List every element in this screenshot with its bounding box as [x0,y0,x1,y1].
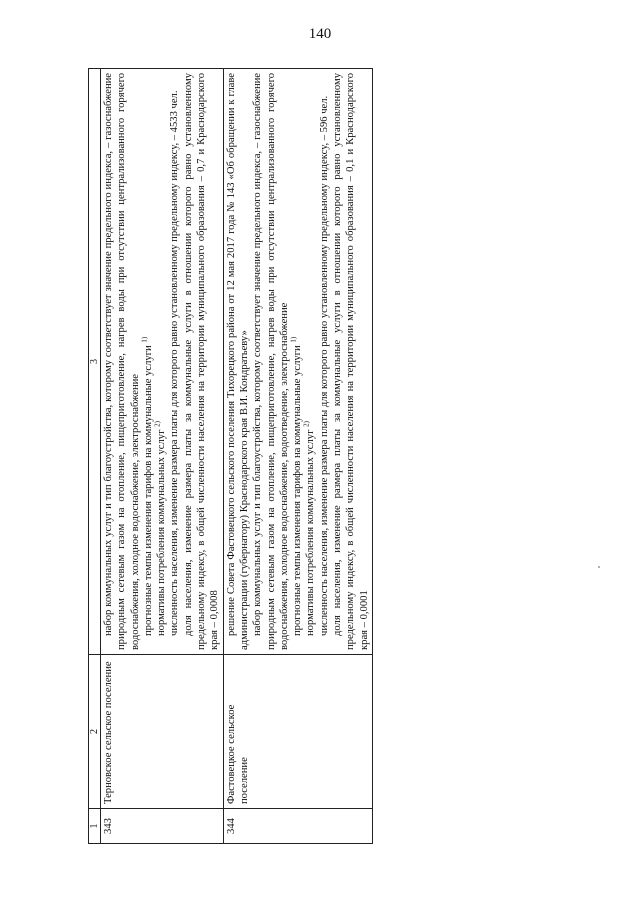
footnote-marker: 2) [153,421,162,427]
rotated-table-container [88,68,556,844]
paragraph-text: прогнозные темпы изменения тарифов на коммунальные услуги [292,345,304,636]
column-header-1: 1 [89,809,101,844]
description-paragraph [142,73,155,650]
description-paragraph [291,73,304,650]
footnote-marker: 2) [302,421,311,427]
paragraph-text: доля населения, изменение размера платы за коммунальные услуги в отношении которого равно установленному предельному индексу, в общей численности населения на территории муниципального образования – 0,1 и Краснодарского края – 0,0001 [332,73,370,650]
settlement-name: Фастовецкое сельское поселение [223,655,372,809]
table-header-row [89,69,101,844]
description-paragraph [155,73,168,650]
page-number: 140 [308,26,332,42]
table-row [101,69,224,844]
paragraph-text: набор коммунальных услуг и тип благоустройства, которому соответствует значение предельного индекса, – газоснабжение природным сетевым газом на отопление, пищеприготовление, нагрев воды при отсутствии централизованного горячего водоснабжения, холодное водоснабжение, электроснабжение [103,73,141,650]
description-cell [101,69,224,655]
scan-speck [598,566,600,568]
paragraph-text: решение Совета Фастовецкого сельского поселения Тихорецкого района от 12 мая 2017 года № 143 «Об обращении к главе администрации (губернатору) Краснодарского края В.И. Кондратьеву» [225,73,250,650]
paragraph-text: прогнозные темпы изменения тарифов на коммунальные услуги [142,345,154,636]
row-number: 343 [101,809,224,844]
data-table [88,68,373,844]
paragraph-text: численность населения, изменение размера платы для которого равно установленному предельному индексу, – 596 чел. [318,95,330,636]
column-header-3: 3 [89,69,101,655]
description-paragraph [225,73,252,650]
description-paragraph [251,73,291,650]
paragraph-text: доля населения, изменение размера платы за коммунальные услуги в отношении которого равно установленному предельному индексу, в общей численности населения на территории муниципального образования – 0,7 и Краснодарского края – 0,0008 [182,73,221,650]
paragraph-text: набор коммунальных услуг и тип благоустройства, которому соответствует значение предельного индекса, – газоснабжение природным сетевым газом на отопление, пищеприготовление, нагрев воды при отсутствии централизованного горячего водоснабжения, холодное водоснабжение, водоотведение, электроснабжение [252,73,290,650]
table-row [223,69,372,844]
settlement-name: Терновское сельское поселение [101,655,224,809]
description-paragraph [304,73,317,650]
paragraph-text: нормативы потребления коммунальных услуг [305,429,317,636]
paragraph-text: численность населения, изменение размера платы для которого равно установленному предельному индексу, – 4533 чел. [169,90,181,636]
description-paragraph [182,73,222,650]
description-paragraph [102,73,142,650]
description-cell [223,69,372,655]
footnote-marker: 1) [140,336,149,343]
footnote-marker: 1) [289,336,298,343]
row-number: 344 [223,809,372,844]
description-paragraph [168,73,181,650]
table-body [101,69,373,844]
description-paragraph [331,73,371,650]
paragraph-text: нормативы потребления коммунальных услуг [156,429,168,636]
description-paragraph [318,73,331,650]
column-header-2: 2 [89,655,101,809]
